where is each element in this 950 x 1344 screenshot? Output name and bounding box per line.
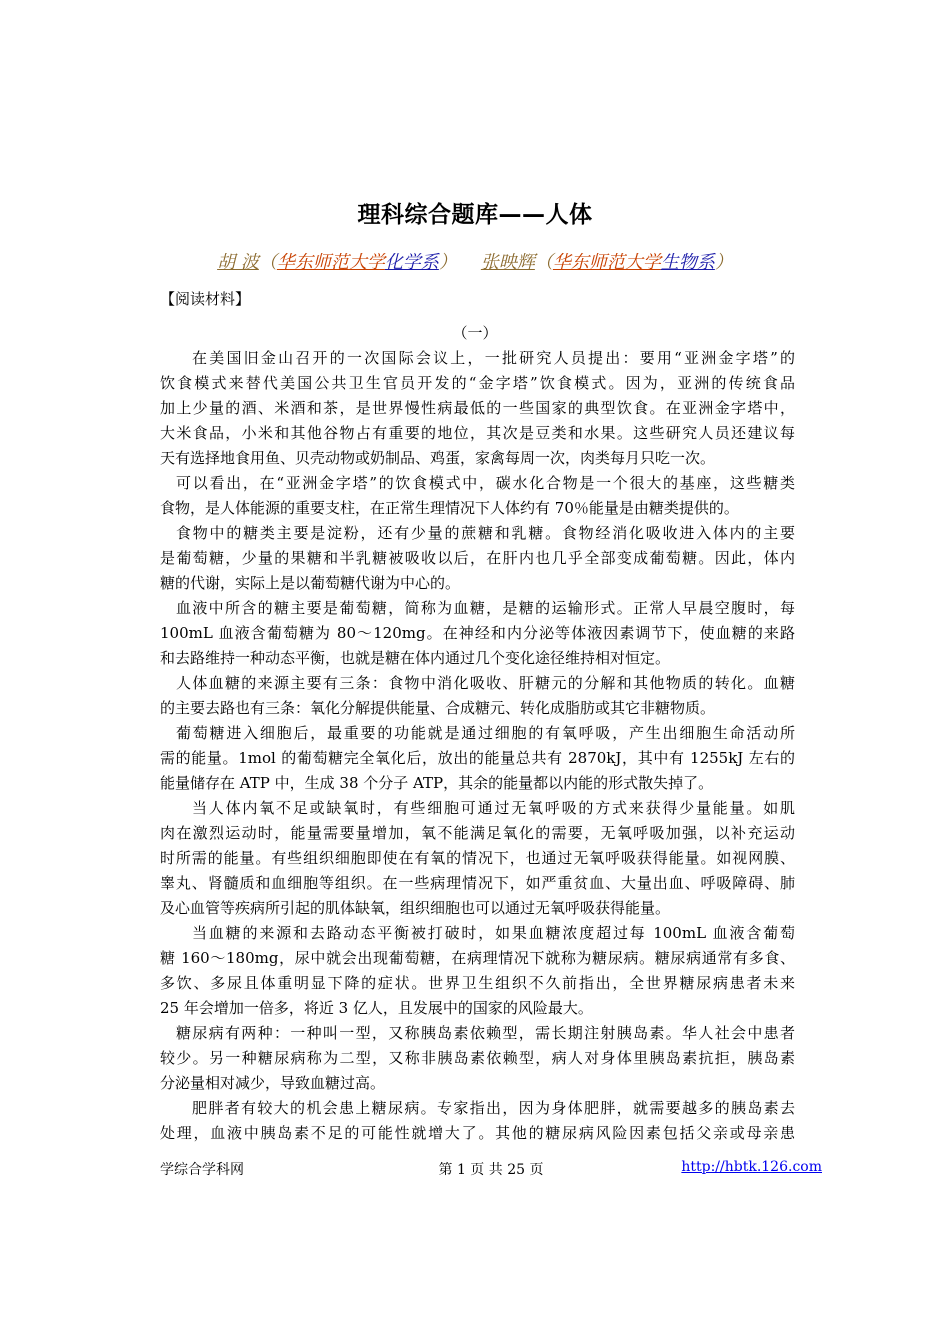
- text-line: 肥胖者有较大的机会患上糖尿病。专家指出，因为身体肥胖，就需要越多的胰岛素去: [192, 1099, 795, 1117]
- text-line: 睾丸、肾髓质和血细胞等组织。在一些病理情况下，如严重贫血、大量出血、呼吸障碍、肺: [160, 874, 795, 892]
- author-university-2[interactable]: 华东师范大学: [552, 252, 661, 273]
- text-line: 糖尿病有两种：一种叫一型，又称胰岛素依赖型，需长期注射胰岛素。华人社会中患者: [176, 1024, 795, 1042]
- text-line: 当人体内氧不足或缺氧时，有些细胞可通过无氧呼吸的方式来获得少量能量。如肌: [192, 799, 795, 817]
- document-title: 理科综合题库——人体: [357, 202, 593, 228]
- body-text: [160, 346, 795, 1146]
- text-line: 加上少量的酒、米酒和茶，是世界慢性病最低的一些国家的典型饮食。在亚洲金字塔中，: [160, 399, 795, 417]
- text-line: 糖的代谢，实际上是以葡萄糖代谢为中心的。: [160, 574, 461, 592]
- text-line: 100mL 血液含葡萄糖为 80～120mg。在神经和内分泌等体液因素调节下，使血糖的来路: [160, 624, 795, 642]
- author-name-1[interactable]: 胡 波: [217, 252, 259, 273]
- footer-url-link[interactable]: http://hbtk.126.com: [681, 1159, 822, 1175]
- close-paren-2: ）: [714, 252, 733, 273]
- page-footer: [160, 1159, 822, 1179]
- text-line: 人体血糖的来源主要有三条：食物中消化吸收、肝糖元的分解和其他物质的转化。血糖: [176, 674, 795, 692]
- text-line: 及心血管等疾病所引起的肌体缺氧，组织细胞也可以通过无氧呼吸获得能量。: [160, 899, 671, 917]
- text-line: 需的能量。1mol 的葡萄糖完全氧化后，放出的能量总共有 2870kJ，其中有 1255kJ 左右的: [160, 749, 795, 767]
- author-department-1[interactable]: 化学系: [384, 252, 439, 273]
- text-line: 食物中的糖类主要是淀粉，还有少量的蔗糖和乳糖。食物经消化吸收进入体内的主要: [176, 524, 795, 542]
- text-line: 处理，血液中胰岛素不足的可能性就增大了。其他的糖尿病风险因素包括父亲或母亲患: [160, 1124, 795, 1142]
- text-line: 可以看出，在“亚洲金字塔”的饮食模式中，碳水化合物是一个很大的基座，这些糖类: [176, 474, 795, 492]
- text-line: 能量储存在 ATP 中，生成 38 个分子 ATP，其余的能量都以内能的形式散失掉了。: [160, 774, 714, 792]
- text-line: 的主要去路也有三条：氧化分解提供能量、合成糖元、转化成脂肪或其它非糖物质。: [160, 699, 716, 717]
- text-line: 是葡萄糖，少量的果糖和半乳糖被吸收以后，在肝内也几乎全部变成葡萄糖。因此，体内: [160, 549, 795, 567]
- open-paren-1: （: [258, 252, 277, 273]
- text-line: 时所需的能量。有些组织细胞即使在有氧的情况下，也通过无氧呼吸获得能量。如视网膜、: [160, 849, 795, 867]
- text-line: 当血糖的来源和去路动态平衡被打破时，如果血糖浓度超过每 100mL 血液含葡萄: [192, 924, 795, 942]
- text-line: 在美国旧金山召开的一次国际会议上，一批研究人员提出：要用“亚洲金字塔”的: [192, 349, 795, 367]
- author-university-1[interactable]: 华东师范大学: [276, 252, 385, 273]
- text-line: 大米食品，小米和其他谷物占有重要的地位，其次是豆类和水果。这些研究人员还建议每: [160, 424, 795, 442]
- text-line: 肉在激烈运动时，能量需要量增加，氧不能满足氧化的需要，无氧呼吸加强，以补充运动: [160, 824, 795, 842]
- open-paren-2: （: [534, 252, 553, 273]
- text-line: 多饮、多尿且体重明显下降的症状。世界卫生组织不久前指出，全世界糖尿病患者未来: [160, 974, 795, 992]
- footer-site-name: 学综合学科网: [160, 1162, 244, 1178]
- text-line: 较少。另一种糖尿病称为二型，又称非胰岛素依赖型，病人对身体里胰岛素抗拒，胰岛素: [160, 1049, 795, 1067]
- text-line: 25 年会增加一倍多，将近 3 亿人，且发展中的国家的风险最大。: [160, 999, 593, 1017]
- text-line: 分泌量相对减少，导致血糖过高。: [160, 1074, 386, 1092]
- text-line: 血液中所含的糖主要是葡萄糖，简称为血糖，是糖的运输形式。正常人早晨空腹时，每: [176, 599, 795, 617]
- footer-page-number: 第 1 页 共 25 页: [438, 1162, 544, 1178]
- author-department-2[interactable]: 生物系: [660, 252, 715, 273]
- text-line: 葡萄糖进入细胞后，最重要的功能就是通过细胞的有氧呼吸，产生出细胞生命活动所: [176, 724, 795, 742]
- close-paren-1: ）: [438, 252, 457, 273]
- text-line: 糖 160～180mg，尿中就会出现葡萄糖，在病理情况下就称为糖尿病。糖尿病通常有多食、: [160, 949, 795, 967]
- text-line: 和去路维持一种动态平衡，也就是糖在体内通过几个变化途径维持相对恒定。: [160, 649, 671, 667]
- text-line: 食物，是人体能源的重要支柱，在正常生理情况下人体约有 70％能量是由糖类提供的。: [160, 499, 739, 517]
- sub-heading: （一）: [452, 324, 498, 342]
- text-line: 天有选择地食用鱼、贝壳动物或奶制品、鸡蛋，家禽每周一次，肉类每月只吃一次。: [160, 449, 716, 467]
- section-label: 【阅读材料】: [160, 290, 251, 308]
- author-name-2[interactable]: 张映辉: [480, 252, 535, 273]
- author-line: [0, 248, 950, 274]
- text-line: 饮食模式来替代美国公共卫生官员开发的“金字塔”饮食模式。因为，亚洲的传统食品: [160, 374, 795, 392]
